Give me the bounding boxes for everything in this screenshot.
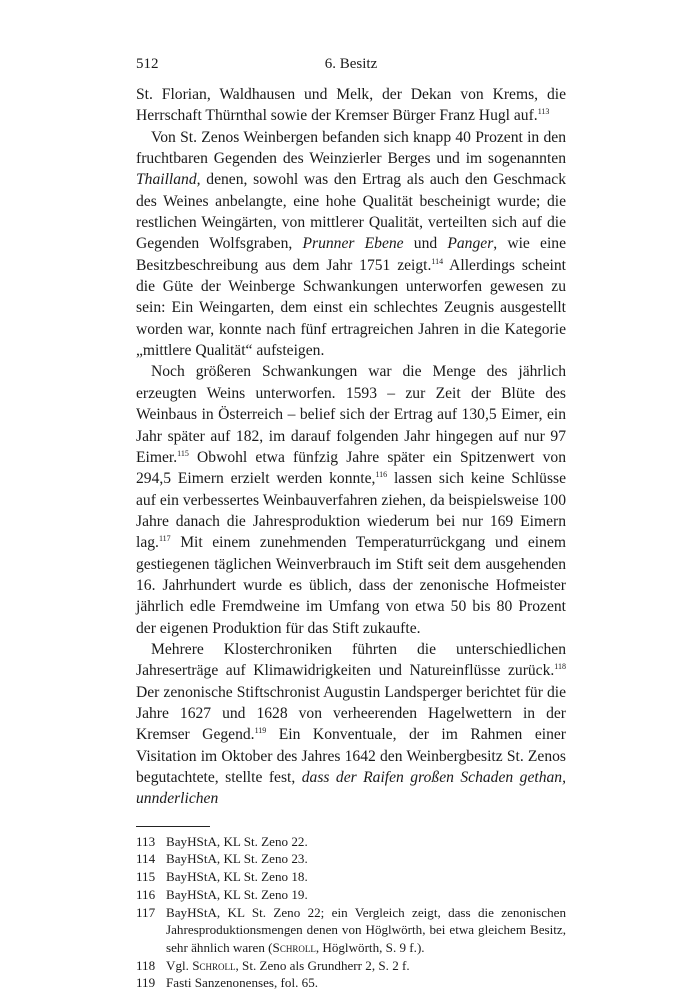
- footnotes: [136, 833, 566, 992]
- footnote-number: 113: [136, 833, 156, 849]
- book-page: [136, 56, 566, 992]
- footnote-ref: 117: [158, 534, 171, 544]
- main-text: [136, 84, 566, 810]
- text-run: Fasti Sanzenonenses, fol. 65.: [166, 975, 319, 991]
- italic-text: Prunner Ebene: [302, 235, 404, 253]
- text-run: BayHStA, KL St. Zeno 22; ein Vergleich zeigt, dass die zenonischen Jahresproduktionsmengen denen von Höglwörth, bei etwa gleichem Besitz, sehr ähnlich waren (: [166, 904, 566, 955]
- footnote: [136, 886, 566, 904]
- paragraph: [136, 639, 566, 810]
- text-run: Obwohl etwa fünfzig Jahre später ein Spitzenwert von 294,5 Eimern erzielt werden konnte,: [136, 448, 566, 488]
- footnote-number: 118: [136, 957, 156, 973]
- text-run: Noch größeren Schwankungen war die Menge des jährlich erzeugten Weins unterworfen. 1593 – zur Zeit der Blüte des Weinbaus in Österreich – belief sich der Ertrag auf 130,5 Eimer, ein Jahr später auf 182, im darauf folgenden Jahr hingegen auf nur 97 Eimer.: [136, 363, 566, 466]
- footnote-text: [166, 868, 566, 886]
- text-run: BayHStA, KL St. Zeno 19.: [166, 886, 308, 902]
- text-run: , wie eine Besitzbeschreibung aus dem Jahr 1751 zeigt.: [136, 235, 567, 274]
- footnote: [136, 974, 566, 992]
- running-head: 6. Besitz: [324, 56, 378, 72]
- paragraph: [136, 361, 566, 638]
- footnote-number: 119: [136, 975, 156, 991]
- text-run: Von St. Zenos Weinbergen befanden sich knapp 40 Prozent in den fruchtbaren Gegenden des Weinzierler Berges und im sogenannten: [136, 128, 566, 168]
- text-run: denen, sowohl was den Ertrag als auch den Geschmack des Weines anbelangte, eine hohe Qualität bescheinigt wurde; die restlichen Weingärten, von mittlerer Qualität, verteilten sich auf die Gegenden Wolfsgraben,: [136, 171, 566, 253]
- footnote-rule: [136, 826, 210, 827]
- footnote-text: [166, 850, 566, 868]
- footnote-ref: 115: [177, 448, 189, 458]
- page-number: 512: [136, 56, 159, 72]
- footnote-ref: 118: [554, 662, 566, 672]
- author-name: Schroll: [272, 939, 316, 955]
- footnote-ref: 119: [254, 726, 267, 736]
- author-name: Schroll: [192, 957, 236, 973]
- footnote-number: 117: [136, 904, 156, 920]
- text-run: , St. Zeno als Grundherr 2, S. 2 f.: [235, 957, 410, 973]
- footnote: [136, 904, 566, 957]
- page-header: [136, 56, 566, 78]
- italic-text: Thailland,: [136, 171, 201, 189]
- italic-text: Panger: [447, 235, 494, 253]
- footnote-ref: 113: [537, 107, 550, 117]
- footnote-number: 116: [136, 886, 156, 902]
- footnote-text: [166, 957, 566, 975]
- text-run: St. Florian, Waldhausen und Melk, der Dekan von Krems, die Herrschaft Thürnthal sowie der Kremser Bürger Franz Hugl auf.: [136, 86, 566, 125]
- text-run: Allerdings scheint die Güte der Weinberge Schwankungen unterworfen gewesen zu sein: Ein Weingarten, dem einst ein schlechtes Zeugnis ausgestellt worden war, konnte nach fünf ertragreichen Jahren in die Kategorie „mittlere Qualität“ aufsteigen.: [136, 256, 566, 360]
- footnote-number: 115: [136, 869, 156, 885]
- text-run: Ein Konventuale, der im Rahmen einer Visitation im Oktober des Jahres 1642 den Weinbergbesitz St. Zenos begutachtete, stellte fest,: [136, 726, 566, 786]
- text-run: , Höglwörth, S. 9 f.).: [315, 939, 425, 955]
- text-run: Mit einem zunehmenden Temperaturrückgang und einem gestiegenen täglichen Weinverbrauch im Stift seit dem ausgehenden 16. Jahrhundert wurde es üblich, dass der zenonische Hofmeister jährlich edle Fremdweine im Umfang von etwa 50 bis 80 Prozent der eigenen Produktion für das Stift zukaufte.: [136, 534, 566, 637]
- text-run: BayHStA, KL St. Zeno 18.: [166, 869, 308, 885]
- text-run: Vgl.: [166, 957, 193, 973]
- footnote-number: 114: [136, 851, 156, 867]
- footnote-ref: 116: [375, 470, 388, 480]
- text-run: Der zenonische Stiftschronist Augustin Landsperger berichtet für die Jahre 1627 und 1628 von verheerenden Hagelwettern in der Kremser Gegend.: [136, 683, 566, 744]
- text-run: Mehrere Klosterchroniken führten die unterschiedlichen Jahreserträge auf Klimawidrigkeiten und Natureinflüsse zurück.: [136, 640, 566, 680]
- footnote-text: [166, 904, 566, 957]
- footnote: [136, 850, 566, 868]
- footnote-text: [166, 833, 566, 851]
- footnote-ref: 114: [431, 256, 444, 266]
- text-run: BayHStA, KL St. Zeno 23.: [166, 851, 308, 867]
- footnote-text: [166, 974, 566, 992]
- italic-text: dass der Raifen großen Schaden gethan, unnderlichen: [136, 769, 566, 808]
- footnote: [136, 957, 566, 975]
- text-run: BayHStA, KL St. Zeno 22.: [166, 833, 308, 849]
- footnote: [136, 868, 566, 886]
- text-run: lassen sich keine Schlüsse auf ein verbessertes Weinbauverfahren ziehen, da beispielsweise 100 Jahre danach die Jahresproduktion wiederum bei nur 169 Eimern lag.: [136, 470, 567, 552]
- footnote: [136, 833, 566, 851]
- paragraph: [136, 84, 566, 127]
- footnote-text: [166, 886, 566, 904]
- paragraph: [136, 127, 566, 362]
- text-run: und: [403, 235, 448, 253]
